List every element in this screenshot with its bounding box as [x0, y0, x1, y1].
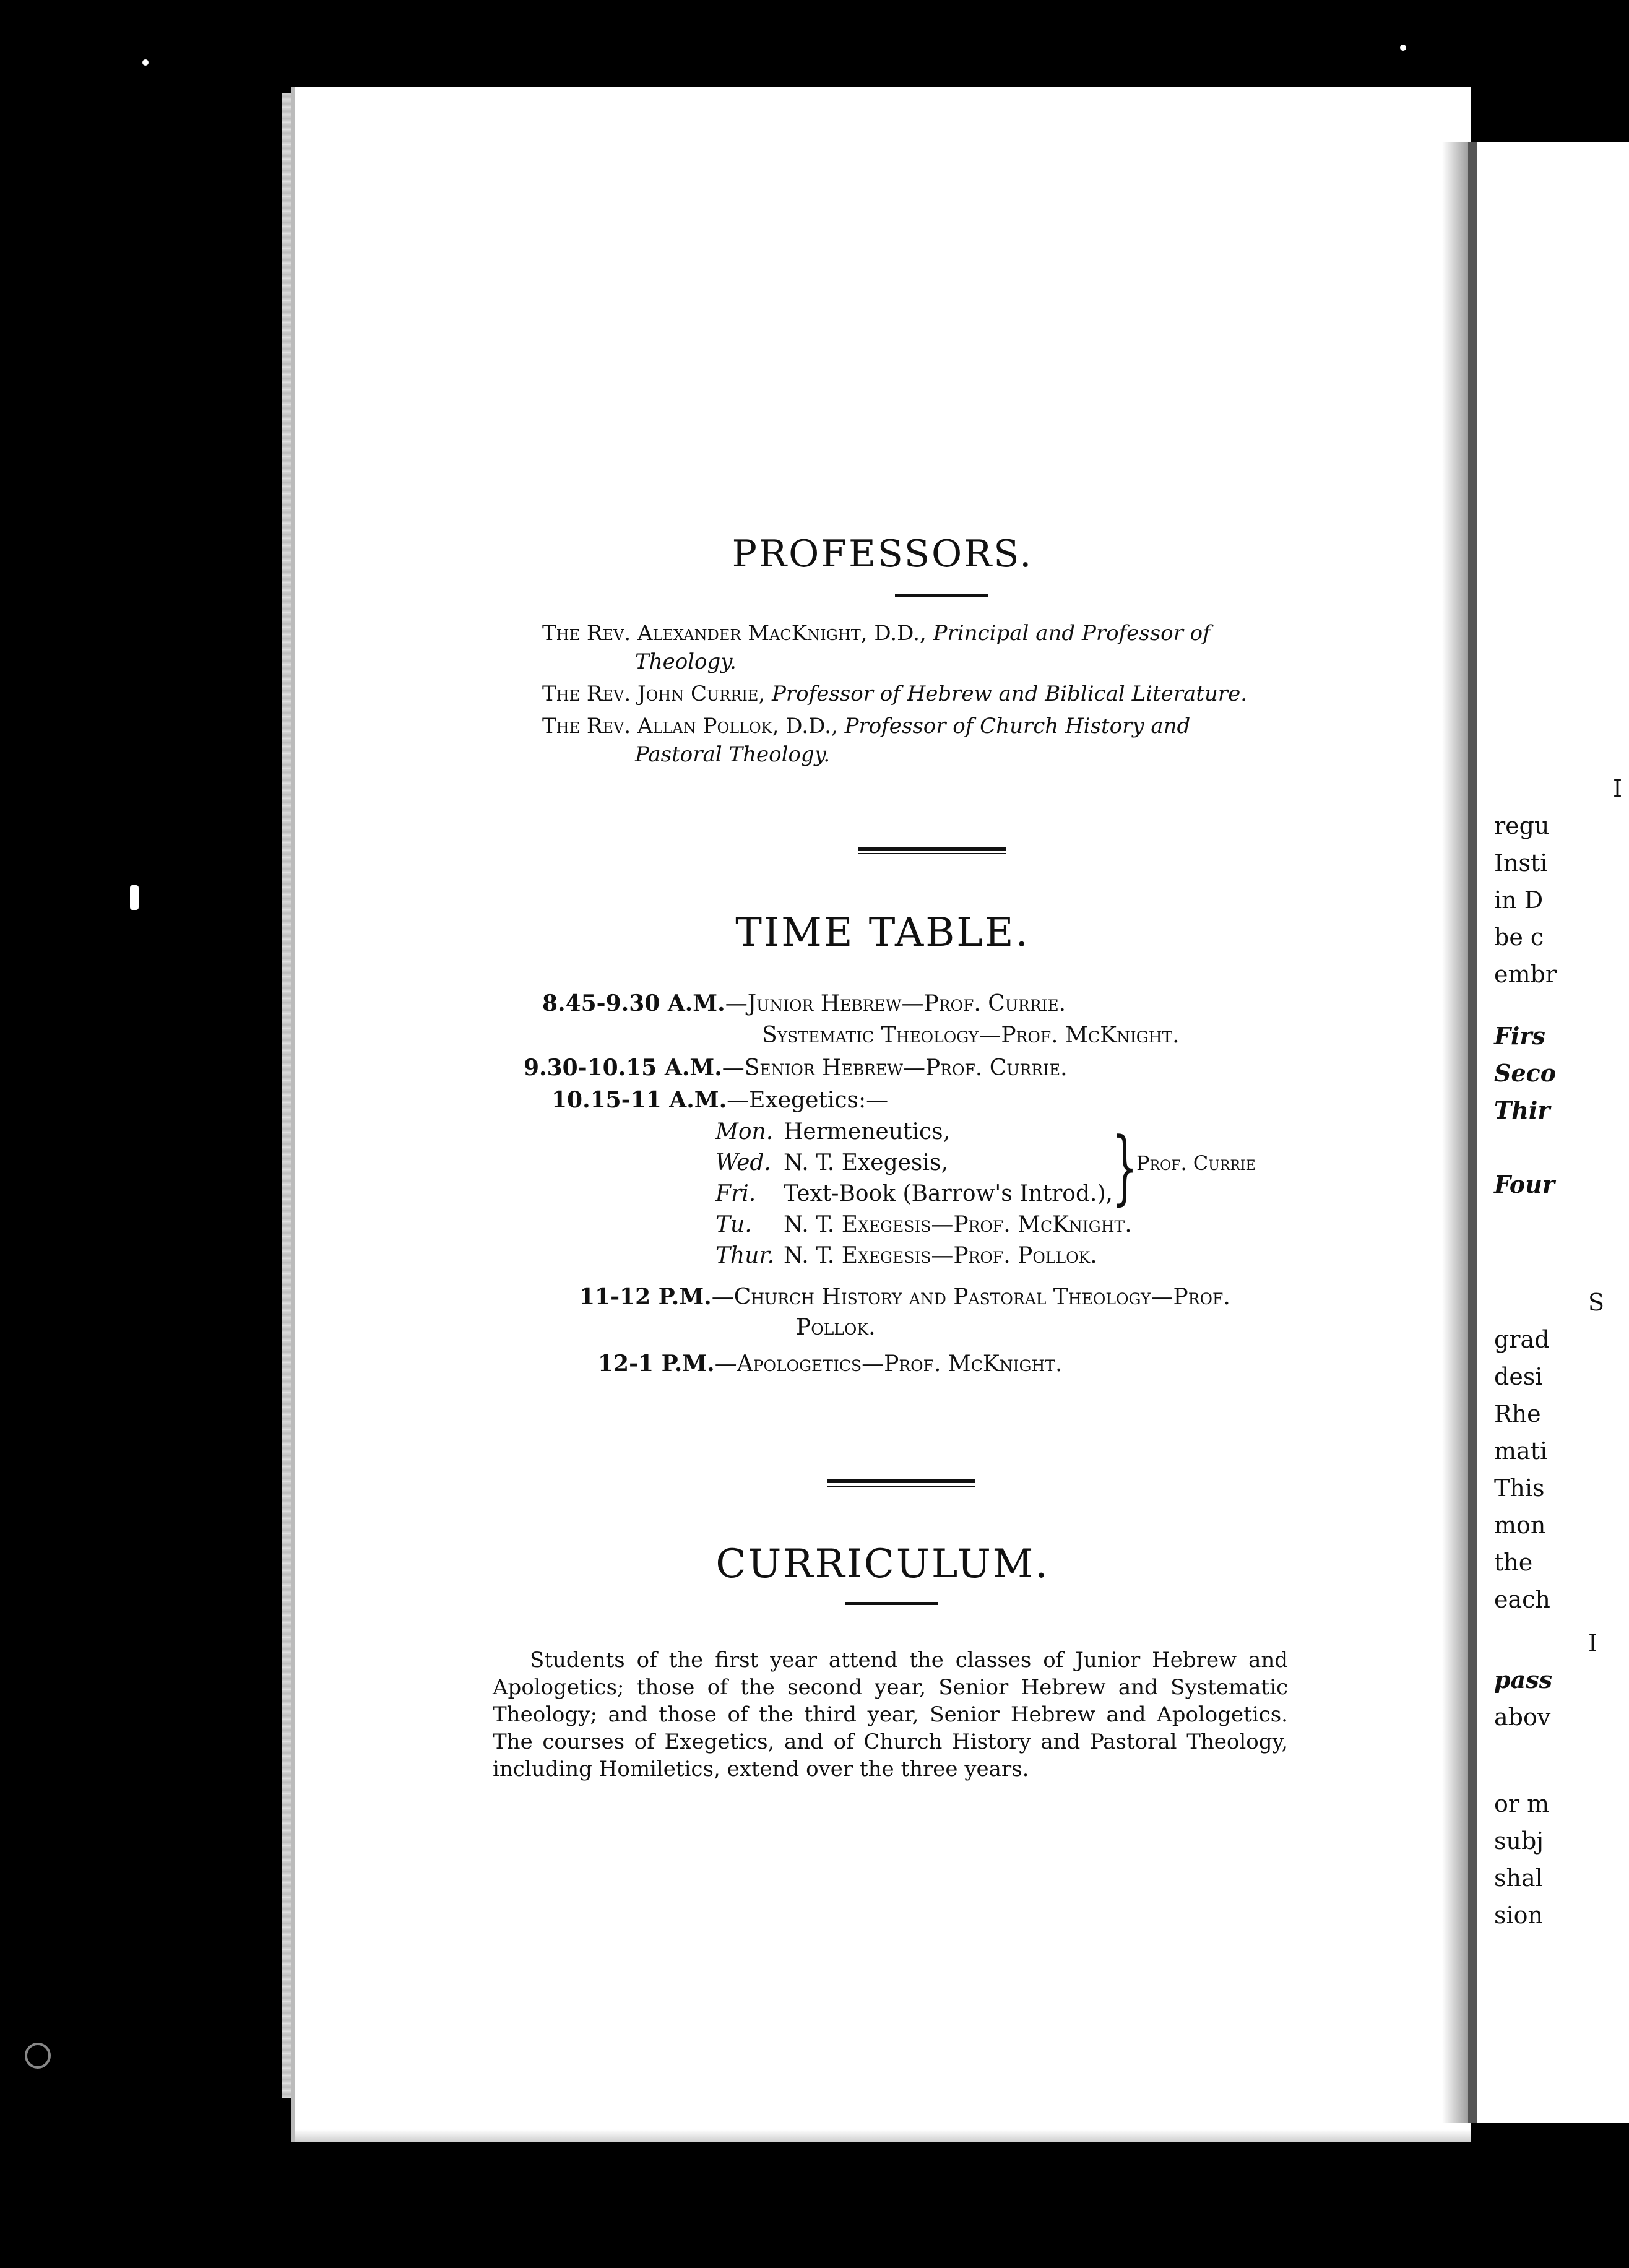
timetable-text: —Exegetics:— — [727, 1088, 889, 1113]
day-label: Wed. — [715, 1150, 771, 1175]
right-page-fragment: embr — [1494, 961, 1557, 988]
right-page-fragment: regu — [1494, 812, 1550, 839]
timetable-day-row — [715, 1149, 948, 1177]
right-page-fragment: mati — [1494, 1437, 1548, 1465]
timetable-text: Systematic Theology—Prof. McKnight. — [762, 1023, 1180, 1048]
professor-name: The Rev. John Currie, — [542, 682, 766, 706]
day-subject: N. T. Exegesis—Prof. Pollok. — [784, 1243, 1097, 1268]
divider — [845, 1602, 938, 1605]
curriculum-title: CURRICULUM. — [715, 1541, 1050, 1587]
right-page-fragment: Firs — [1494, 1022, 1545, 1050]
right-page-fragment: abov — [1494, 1703, 1551, 1731]
scan-speck — [130, 885, 139, 910]
day-label: Mon. — [715, 1119, 774, 1145]
timetable-title: TIME TABLE. — [735, 910, 1030, 956]
professor-entry — [542, 712, 1334, 769]
day-subject: Hermeneutics, — [784, 1119, 951, 1145]
right-page-fragment: pass — [1494, 1666, 1552, 1694]
right-page-fragment: shal — [1494, 1864, 1543, 1892]
timetable-time: 9.30-10.15 A.M. — [524, 1055, 722, 1081]
professor-role: Professor of Hebrew and Biblical Literature. — [772, 682, 1248, 706]
right-page-fragment: desi — [1494, 1363, 1543, 1390]
right-page-fragment: Four — [1494, 1171, 1555, 1198]
day-subject: Text-Book (Barrow's Introd.), — [784, 1181, 1113, 1206]
timetable-row — [524, 1054, 1068, 1083]
right-page-fragment: Insti — [1494, 849, 1548, 876]
timetable-day-row — [715, 1211, 1132, 1239]
right-page-fragment: Rhe — [1494, 1400, 1541, 1427]
curriculum-paragraph: Students of the first year attend the classes of Junior Hebrew and Apologetics; those of the second year, Senior Hebrew and Systematic Theology; and those of the third year, Senior Hebrew and Apologetics. The courses of Exegetics, and of Church History and Pastoral Theology, including Homiletics, extend over the three years. — [493, 1648, 1288, 1781]
timetable-row — [542, 989, 1066, 1018]
book-gutter — [1442, 142, 1469, 2123]
day-label: Thur. — [715, 1243, 775, 1268]
day-subject: N. T. Exegesis, — [784, 1150, 948, 1175]
professor-role: Principal and Professor of — [933, 621, 1211, 646]
right-page-fragment: mon — [1494, 1512, 1546, 1539]
scan-speck — [142, 59, 149, 66]
section-divider — [827, 1479, 975, 1487]
timetable-row — [579, 1283, 1230, 1312]
timetable-text: —Senior Hebrew—Prof. Currie. — [722, 1055, 1068, 1081]
professor-name: The Rev. Alexander MacKnight, D.D., — [542, 621, 927, 646]
page-bottom-edge — [295, 2129, 1471, 2142]
right-page — [1468, 142, 1629, 2123]
right-page-fragment: I — [1613, 775, 1623, 802]
right-page-fragment: be c — [1494, 924, 1544, 951]
right-page-fragment: Seco — [1494, 1059, 1557, 1087]
right-page-fragment: Thir — [1494, 1096, 1550, 1124]
timetable-text: —Junior Hebrew—Prof. Currie. — [725, 991, 1066, 1016]
professor-name: The Rev. Allan Pollok, D.D., — [542, 714, 838, 738]
professor-role: Professor of Church History and — [844, 714, 1191, 738]
right-page-fragment: each — [1494, 1586, 1550, 1613]
timetable-time: 10.15-11 A.M. — [551, 1087, 727, 1113]
timetable-day-row — [715, 1242, 1097, 1270]
day-label: Tu. — [715, 1212, 752, 1237]
day-label: Fri. — [715, 1181, 756, 1206]
professor-role-cont: Pastoral Theology. — [635, 742, 831, 767]
timetable-text: —Apologetics—Prof. McKnight. — [714, 1351, 1063, 1377]
right-page-fragment: the — [1494, 1549, 1533, 1576]
timetable-time: 11-12 P.M. — [579, 1284, 712, 1310]
right-page-fragment: S — [1588, 1289, 1605, 1316]
scan-speck — [25, 2043, 51, 2069]
professor-entry — [542, 619, 1334, 676]
timetable-row — [762, 1021, 1180, 1050]
professors-title: PROFESSORS. — [732, 532, 1034, 576]
day-subject: N. T. Exegesis—Prof. McKnight. — [784, 1212, 1132, 1237]
professor-entry — [542, 680, 1334, 708]
right-page-fragment: This — [1494, 1474, 1545, 1502]
timetable-day-row — [715, 1180, 1113, 1208]
section-divider — [858, 847, 1006, 854]
brace-glyph: } — [1112, 1120, 1138, 1214]
right-page-fragment: in D — [1494, 886, 1544, 914]
timetable-day-row — [715, 1118, 950, 1146]
right-page-fragment: or m — [1494, 1790, 1550, 1817]
timetable-time: 12-1 P.M. — [598, 1351, 715, 1377]
right-page-fragment: sion — [1494, 1902, 1544, 1929]
right-page-fragment: I — [1588, 1629, 1598, 1656]
brace-label: Prof. Currie — [1136, 1151, 1256, 1175]
scan-speck — [1400, 45, 1406, 51]
right-page-fragment: subj — [1494, 1827, 1544, 1855]
timetable-time: 8.45-9.30 A.M. — [542, 990, 725, 1016]
timetable-row — [551, 1086, 888, 1115]
divider — [895, 594, 988, 597]
left-page — [291, 87, 1471, 2142]
timetable-text: —Church History and Pastoral Theology—Prof. — [711, 1284, 1230, 1310]
right-page-fragment: grad — [1494, 1326, 1550, 1353]
professor-role-cont: Theology. — [635, 649, 737, 674]
timetable-text: Pollok. — [796, 1315, 876, 1340]
timetable-row — [598, 1349, 1062, 1379]
